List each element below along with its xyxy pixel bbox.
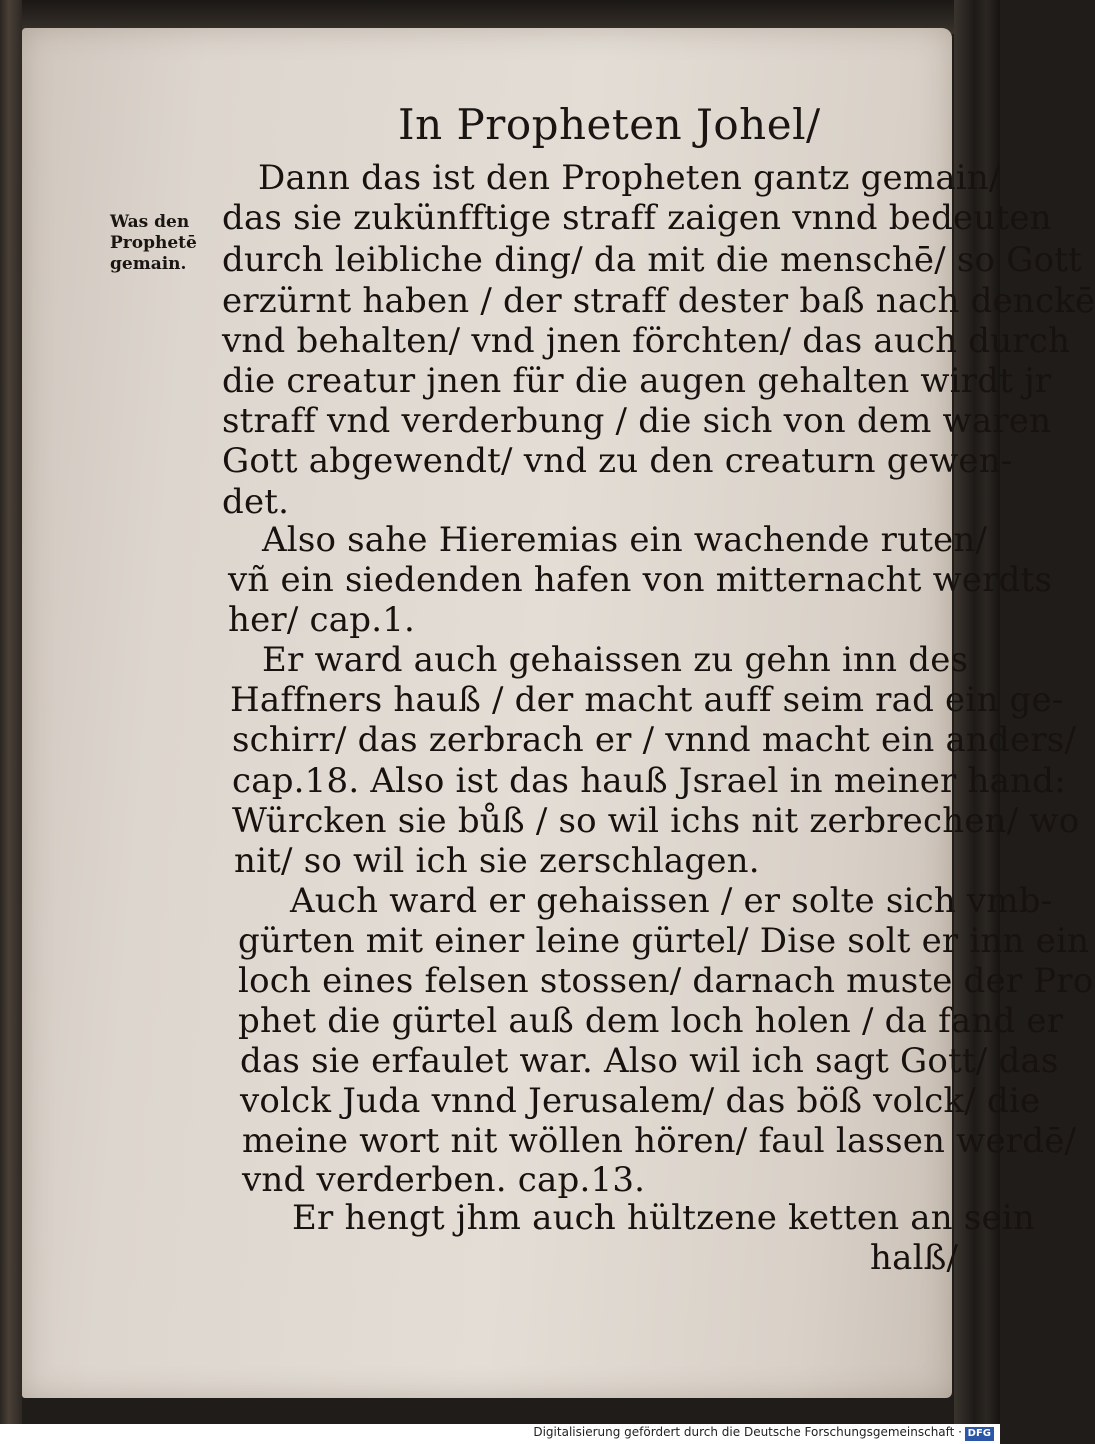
text-line: Also sahe Hieremias ein wachende ruten/ (262, 520, 988, 560)
book-left-edge (0, 0, 22, 1424)
dfg-logo-icon: DFG (965, 1427, 994, 1441)
text-line: erzürnt haben / der straff dester baß nach denckē (222, 281, 1095, 321)
text-line: Haffners hauß / der macht auff seim rad ein ge- (230, 680, 1064, 720)
text-line: cap.18. Also ist das hauß Jsrael in meiner hand: (232, 761, 1066, 801)
text-line: das sie erfaulet war. Also wil ich sagt Gott/ das (240, 1041, 1059, 1081)
text-line: det. (222, 482, 290, 522)
margin-note-line: Was den (110, 212, 190, 232)
text-line: schirr/ das zerbrach er / vnnd macht ein anders/ (232, 720, 1077, 760)
text-line: Gott abgewendt/ vnd zu den creaturn gewen- (222, 441, 1013, 481)
text-line: vnd verderben. cap.13. (242, 1160, 646, 1200)
funding-credit: Digitalisierung gefördert durch die Deutsche Forschungsgemeinschaft · (533, 1425, 962, 1439)
margin-note-line: gemain. (110, 254, 187, 274)
text-line: Er ward auch gehaissen zu gehn inn des (262, 640, 969, 680)
text-line: Er hengt jhm auch hültzene ketten an sein (292, 1198, 1036, 1238)
margin-note-line: Prophetē (110, 233, 197, 253)
text-line: Auch ward er gehaissen / er solte sich vmb- (290, 881, 1053, 921)
text-line: her/ cap.1. (228, 600, 416, 640)
text-line: die creatur jnen für die augen gehalten wirdt jr (222, 361, 1052, 401)
text-line: loch eines felsen stossen/ darnach muste der Pro (238, 961, 1094, 1001)
footer-bar (0, 1424, 1000, 1444)
text-line: nit/ so wil ich sie zerschlagen. (234, 841, 760, 881)
text-line: durch leibliche ding/ da mit die menschē/ so Gott (222, 240, 1082, 280)
text-line: straff vnd verderbung / die sich von dem waren (222, 401, 1052, 441)
text-line: Dann das ist den Propheten gantz gemain/ (258, 158, 1001, 198)
text-line: volck Juda vnnd Jerusalem/ das böß volck/ die (240, 1081, 1041, 1121)
text-line: meine wort nit wöllen hören/ faul lassen werdē/ (242, 1121, 1077, 1161)
page-header: In Propheten Johel/ (398, 100, 821, 149)
margin-note (110, 212, 220, 275)
text-line: das sie zukünfftige straff zaigen vnnd bedeuten (222, 198, 1052, 238)
text-line: phet die gürtel auß dem loch holen / da fand er (238, 1001, 1064, 1041)
text-line: Würcken sie bůß / so wil ichs nit zerbrechen/ wo (232, 801, 1080, 841)
text-line: halß/ (870, 1238, 959, 1278)
text-line: vnd behalten/ vnd jnen förchten/ das auch durch (222, 321, 1071, 361)
text-line: gürten mit einer leine gürtel/ Dise solt er inn ein (238, 921, 1090, 961)
text-line: vñ ein siedenden hafen von mitternacht werdts (228, 560, 1053, 600)
